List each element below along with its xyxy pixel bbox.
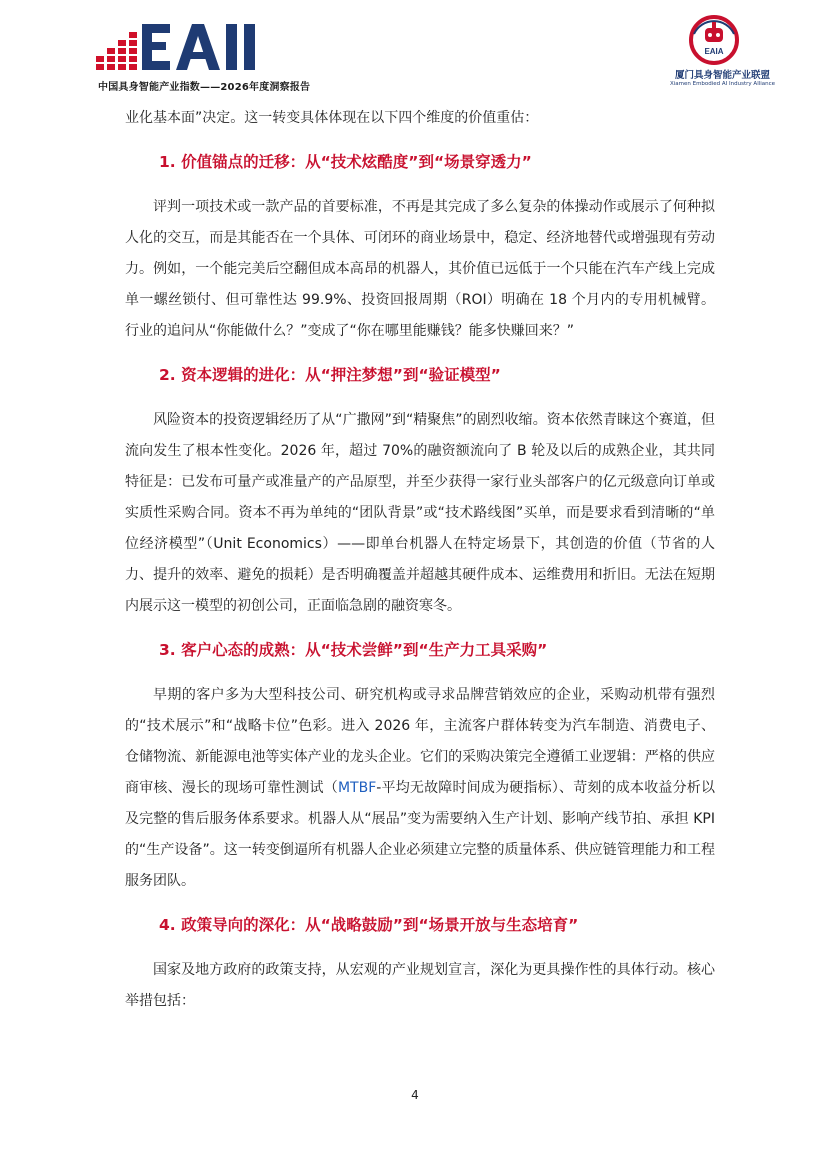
section-heading-3: 3. 客户心态的成熟：从“技术尝鲜”到“生产力工具采购” [159, 641, 548, 659]
section-paragraph-3-part-b: -平均无故障时间成为硬指标）、苛刻的成本收益分析以及完整的售后服务体系要求。机器人从“展品”变为需要纳入生产计划、影响产线节拍、承担 KPI 的“生产设备”。这一转变倒逼所有机器人企业必须建立完整的质量体系、供应链管理能力和工程服务团队。 [125, 780, 716, 889]
intro-paragraph: 业化基本面”决定。这一转变具体体现在以下四个维度的价值重估： [125, 110, 539, 126]
mtbf-term: MTBF [337, 780, 377, 796]
eaii-logo [96, 18, 286, 70]
section-paragraph-3 [125, 680, 715, 897]
section-paragraph-3-part-a: 早期的客户多为大型科技公司、研究机构或寻求品牌营销效应的企业，采购动机带有强烈的“技术展示”和“战略卡位”色彩。进入 2026 年，主流客户群体转变为汽车制造、消费电子、仓储物流、新能源电池等实体产业的龙头企业。它们的采购决策完全遵循工业逻辑：严格的供应商审核、漫长的现场可靠性测试（ [125, 687, 715, 796]
section-heading-4: 4. 政策导向的深化：从“战略鼓励”到“场景开放与生态培育” [159, 916, 579, 934]
org-name-cn: 厦门具身智能产业联盟 [674, 70, 770, 81]
report-caption: 中国具身智能产业指数——2026年度洞察报告 [98, 82, 311, 93]
eaia-logo [688, 14, 740, 66]
eaia-logo-text: EAIA [704, 47, 724, 56]
section-paragraph-4: 国家及地方政府的政策支持，从宏观的产业规划宣言，深化为更具操作性的具体行动。核心举措包括： [125, 962, 715, 1009]
page-number: 4 [411, 1088, 419, 1102]
section-paragraph-1: 评判一项技术或一款产品的首要标准，不再是其完成了多么复杂的体操动作或展示了何种拟人化的交互，而是其能否在一个具体、可闭环的商业场景中，稳定、经济地替代或增强现有劳动力。例如，一个能完美后空翻但成本高昂的机器人，其价值已远低于一个只能在汽车产线上完成单一螺丝锁付、但可靠性达 99.9%、投资回报周期（ROI）明确在 18 个月内的专用机械臂。行业的追问从“你能做什么？”变成了“你在哪里能赚钱？能多快赚回来？” [125, 199, 715, 339]
page-header [0, 0, 830, 100]
section-heading-1: 1. 价值锚点的迁移：从“技术炫酷度”到“场景穿透力” [159, 153, 532, 171]
section-paragraph-2: 风险资本的投资逻辑经历了从“广撒网”到“精聚焦”的剧烈收缩。资本依然青睐这个赛道，但流向发生了根本性变化。2026 年，超过 70%的融资额流向了 B 轮及以后的成熟企业，其共同特征是：已发布可量产或准量产的产品原型，并至少获得一家行业头部客户的亿元级意向订单或实质性采购合同。资本不再为单纯的“团队背景”或“技术路线图”买单，而是要求看到清晰的“单位经济模型”（Unit Economics）——即单台机器人在特定场景下，其创造的价值（节省的人力、提升的效率、避免的损耗）是否明确覆盖并超越其硬件成本、运维费用和折旧。无法在短期内展示这一模型的初创公司，正面临急剧的融资寒冬。 [125, 412, 715, 614]
org-name-en: Xiamen Embodied AI Industry Alliance [669, 81, 776, 87]
page-content [125, 100, 715, 1017]
section-heading-2: 2. 资本逻辑的进化：从“押注梦想”到“验证模型” [159, 366, 501, 384]
